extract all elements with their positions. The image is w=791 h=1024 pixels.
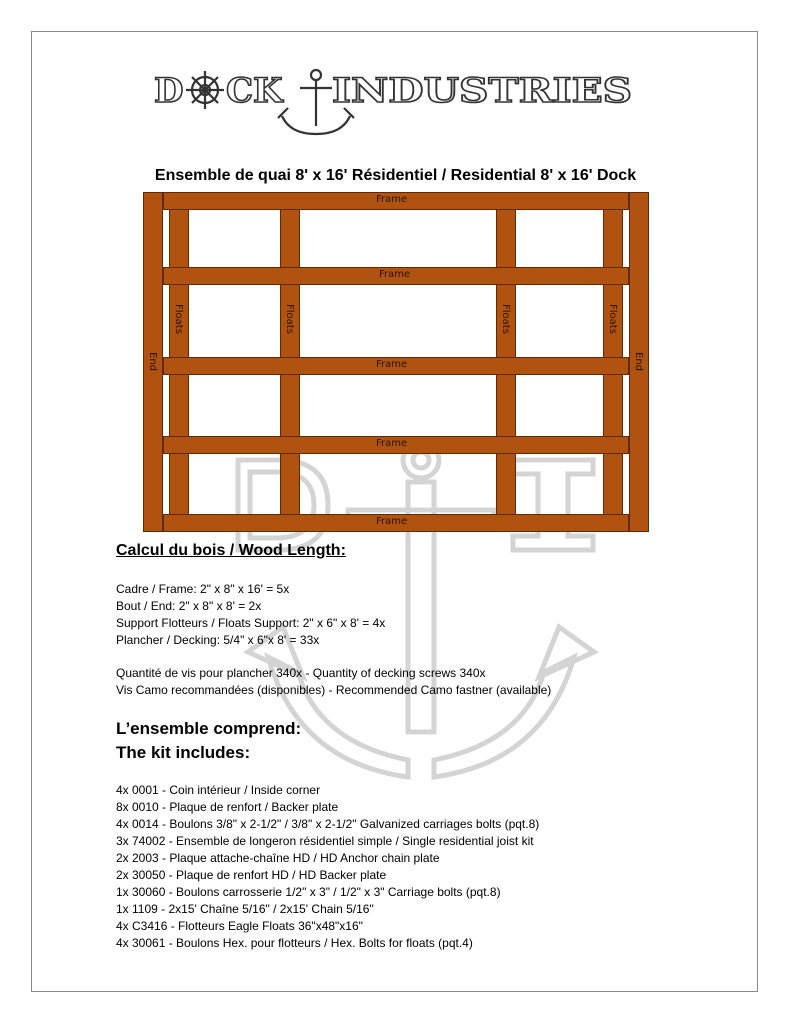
wood-item: Bout / End: 2" x 8" x 8' = 2x (116, 599, 262, 613)
floats-label-3: Floats (500, 304, 511, 334)
kit-item: 4x 30061 - Boulons Hex. pour flotteurs / Hex. Bolts for floats (pqt.4) (116, 936, 473, 950)
wood-length-heading: Calcul du bois / Wood Length: (116, 542, 346, 559)
kit-item: 4x 0001 - Coin intérieur / Inside corner (116, 783, 321, 797)
floats-label-1: Floats (173, 304, 184, 334)
kit-item: 8x 0010 - Plaque de renfort / Backer plate (116, 800, 339, 814)
frame-label-5: Frame (376, 516, 408, 527)
screws-note: Quantité de vis pour plancher 340x - Quantity of decking screws 340x (116, 666, 486, 680)
kit-item: 2x 30050 - Plaque de renfort HD / HD Backer plate (116, 868, 387, 882)
kit-heading-en: The kit includes: (116, 743, 251, 762)
kit-item: 1x 1109 - 2x15' Chaîne 5/16" / 2x15' Chain 5/16" (116, 902, 374, 916)
frame-label-3: Frame (376, 359, 408, 370)
kit-item: 1x 30060 - Boulons carrosserie 1/2" x 3" / 1/2" x 3" Carriage bolts (pqt.8) (116, 885, 501, 899)
camo-note: Vis Camo recommandées (disponibles) - Recommended Camo fastner (available) (116, 683, 552, 697)
page-title: Ensemble de quai 8' x 16' Résidentiel / Residential 8' x 16' Dock (154, 167, 637, 184)
ship-wheel-icon (186, 71, 224, 109)
wood-item: Cadre / Frame: 2" x 8" x 16' = 5x (116, 582, 290, 596)
kit-item: 4x 0014 - Boulons 3/8" x 2-1/2" / 3/8" x 2-1/2" Galvanized carriages bolts (pqt.8) (116, 817, 540, 831)
screws-notes (116, 665, 551, 699)
end-label-left: End (147, 352, 158, 372)
frame-label-4: Frame (376, 438, 408, 449)
kit-heading-fr: L’ensemble comprend: (116, 719, 302, 738)
frame-label-2: Frame (379, 269, 411, 280)
floats-label-2: Floats (284, 304, 295, 334)
svg-text:CK: CK (226, 71, 283, 111)
frame-label-1: Frame (376, 194, 408, 205)
end-label-right: End (633, 352, 644, 372)
svg-text:INDUSTRIES: INDUSTRIES (332, 71, 632, 111)
svg-text:D: D (154, 71, 184, 111)
wood-item: Plancher / Decking: 5/4" x 6"x 8' = 33x (116, 633, 320, 647)
kit-item: 4x C3416 - Flotteurs Eagle Floats 36"x48"x16" (116, 919, 363, 933)
dock-industries-logo (150, 66, 640, 142)
wood-items-list (116, 581, 385, 649)
floats-label-4: Floats (607, 304, 618, 334)
kit-item: 2x 2003 - Plaque attache-chaîne HD / HD Anchor chain plate (116, 851, 440, 865)
kit-item: 3x 74002 - Ensemble de longeron résidentiel simple / Single residential joist kit (116, 834, 534, 848)
dock-plan-diagram (143, 192, 649, 532)
kit-items-list (116, 782, 539, 952)
wood-item: Support Flotteurs / Floats Support: 2" x 6" x 8' = 4x (116, 616, 386, 630)
